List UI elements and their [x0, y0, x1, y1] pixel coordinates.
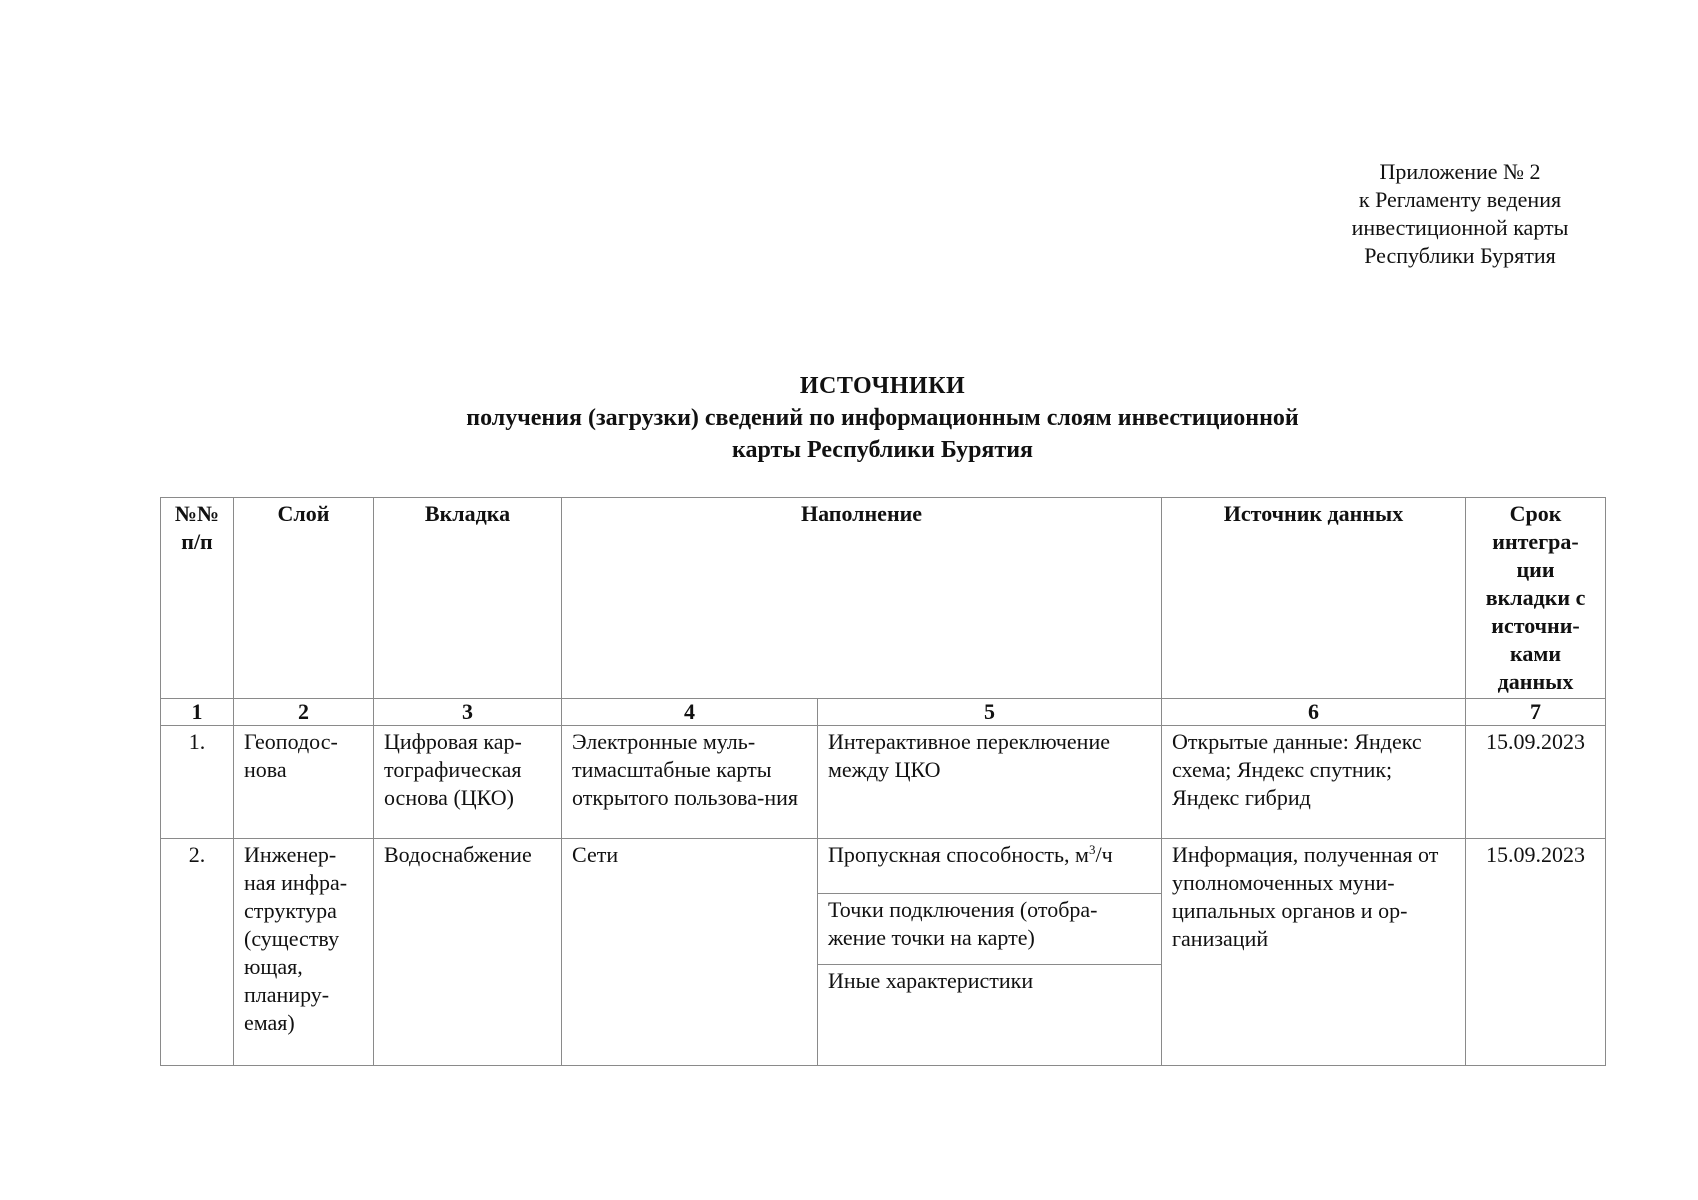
- title-sub-line-2: карты Республики Бурятия: [731, 437, 1034, 463]
- appendix-line: Приложение № 2: [1379, 159, 1541, 184]
- row-source: Открытые данные: Яндекс схема; Яндекс спутник; Яндекс гибрид: [1162, 726, 1466, 839]
- column-number: 1: [161, 699, 234, 726]
- row-tab: Цифровая кар-тографическая основа (ЦКО): [374, 726, 562, 839]
- title-sub-line-1: получения (загрузки) сведений по информационным слоям инвестиционной: [466, 405, 1299, 431]
- row-content-attribute: Иные характеристики: [818, 965, 1162, 1066]
- header-content: Наполнение: [562, 498, 1162, 699]
- row-content-attribute: Интерактивное переключение между ЦКО: [818, 726, 1162, 839]
- column-number: 5: [818, 699, 1162, 726]
- attribute-unit-suffix: /ч: [1095, 842, 1113, 867]
- superscript: 3: [1088, 842, 1096, 857]
- column-number: 6: [1162, 699, 1466, 726]
- row-content-object: Сети: [562, 839, 818, 1066]
- row-num: 1.: [161, 726, 234, 839]
- row-num: 2.: [161, 839, 234, 1066]
- column-number-row: [161, 699, 1606, 726]
- column-number: 2: [234, 699, 374, 726]
- appendix-block: [1300, 158, 1620, 270]
- attribute-text: Пропускная способность, м: [828, 842, 1089, 867]
- column-number: 4: [562, 699, 818, 726]
- header-tab: Вкладка: [374, 498, 562, 699]
- table-row: [161, 839, 1606, 894]
- row-layer: Инженер-ная инфра-структура (существу ющая, планиру-емая): [234, 839, 374, 1066]
- row-content-object: Электронные муль-тимасштабные карты открытого пользова-ния: [562, 726, 818, 839]
- row-source: Информация, полученная от уполномоченных муни-ципальных органов и ор-ганизаций: [1162, 839, 1466, 1066]
- sources-table: [160, 497, 1606, 1066]
- row-content-attribute: [818, 839, 1162, 894]
- header-num: №№ п/п: [161, 498, 234, 699]
- header-layer: Слой: [234, 498, 374, 699]
- row-deadline: 15.09.2023: [1466, 839, 1606, 1066]
- title-main: ИСТОЧНИКИ: [799, 373, 966, 399]
- table-row: [161, 726, 1606, 839]
- row-tab: Водоснабжение: [374, 839, 562, 1066]
- header-deadline: Срок интегра-ции вкладки с источни-ками данных: [1466, 498, 1606, 699]
- appendix-line: инвестиционной карты: [1351, 215, 1569, 240]
- appendix-line: к Регламенту ведения: [1358, 187, 1562, 212]
- document-title: [160, 370, 1605, 466]
- row-content-attribute: Точки подключения (отобра-жение точки на карте): [818, 894, 1162, 965]
- appendix-line: Республики Бурятия: [1364, 243, 1556, 268]
- column-number: 3: [374, 699, 562, 726]
- row-layer: Геоподос-нова: [234, 726, 374, 839]
- column-number: 7: [1466, 699, 1606, 726]
- table-header-row: [161, 498, 1606, 699]
- row-deadline: 15.09.2023: [1466, 726, 1606, 839]
- header-source: Источник данных: [1162, 498, 1466, 699]
